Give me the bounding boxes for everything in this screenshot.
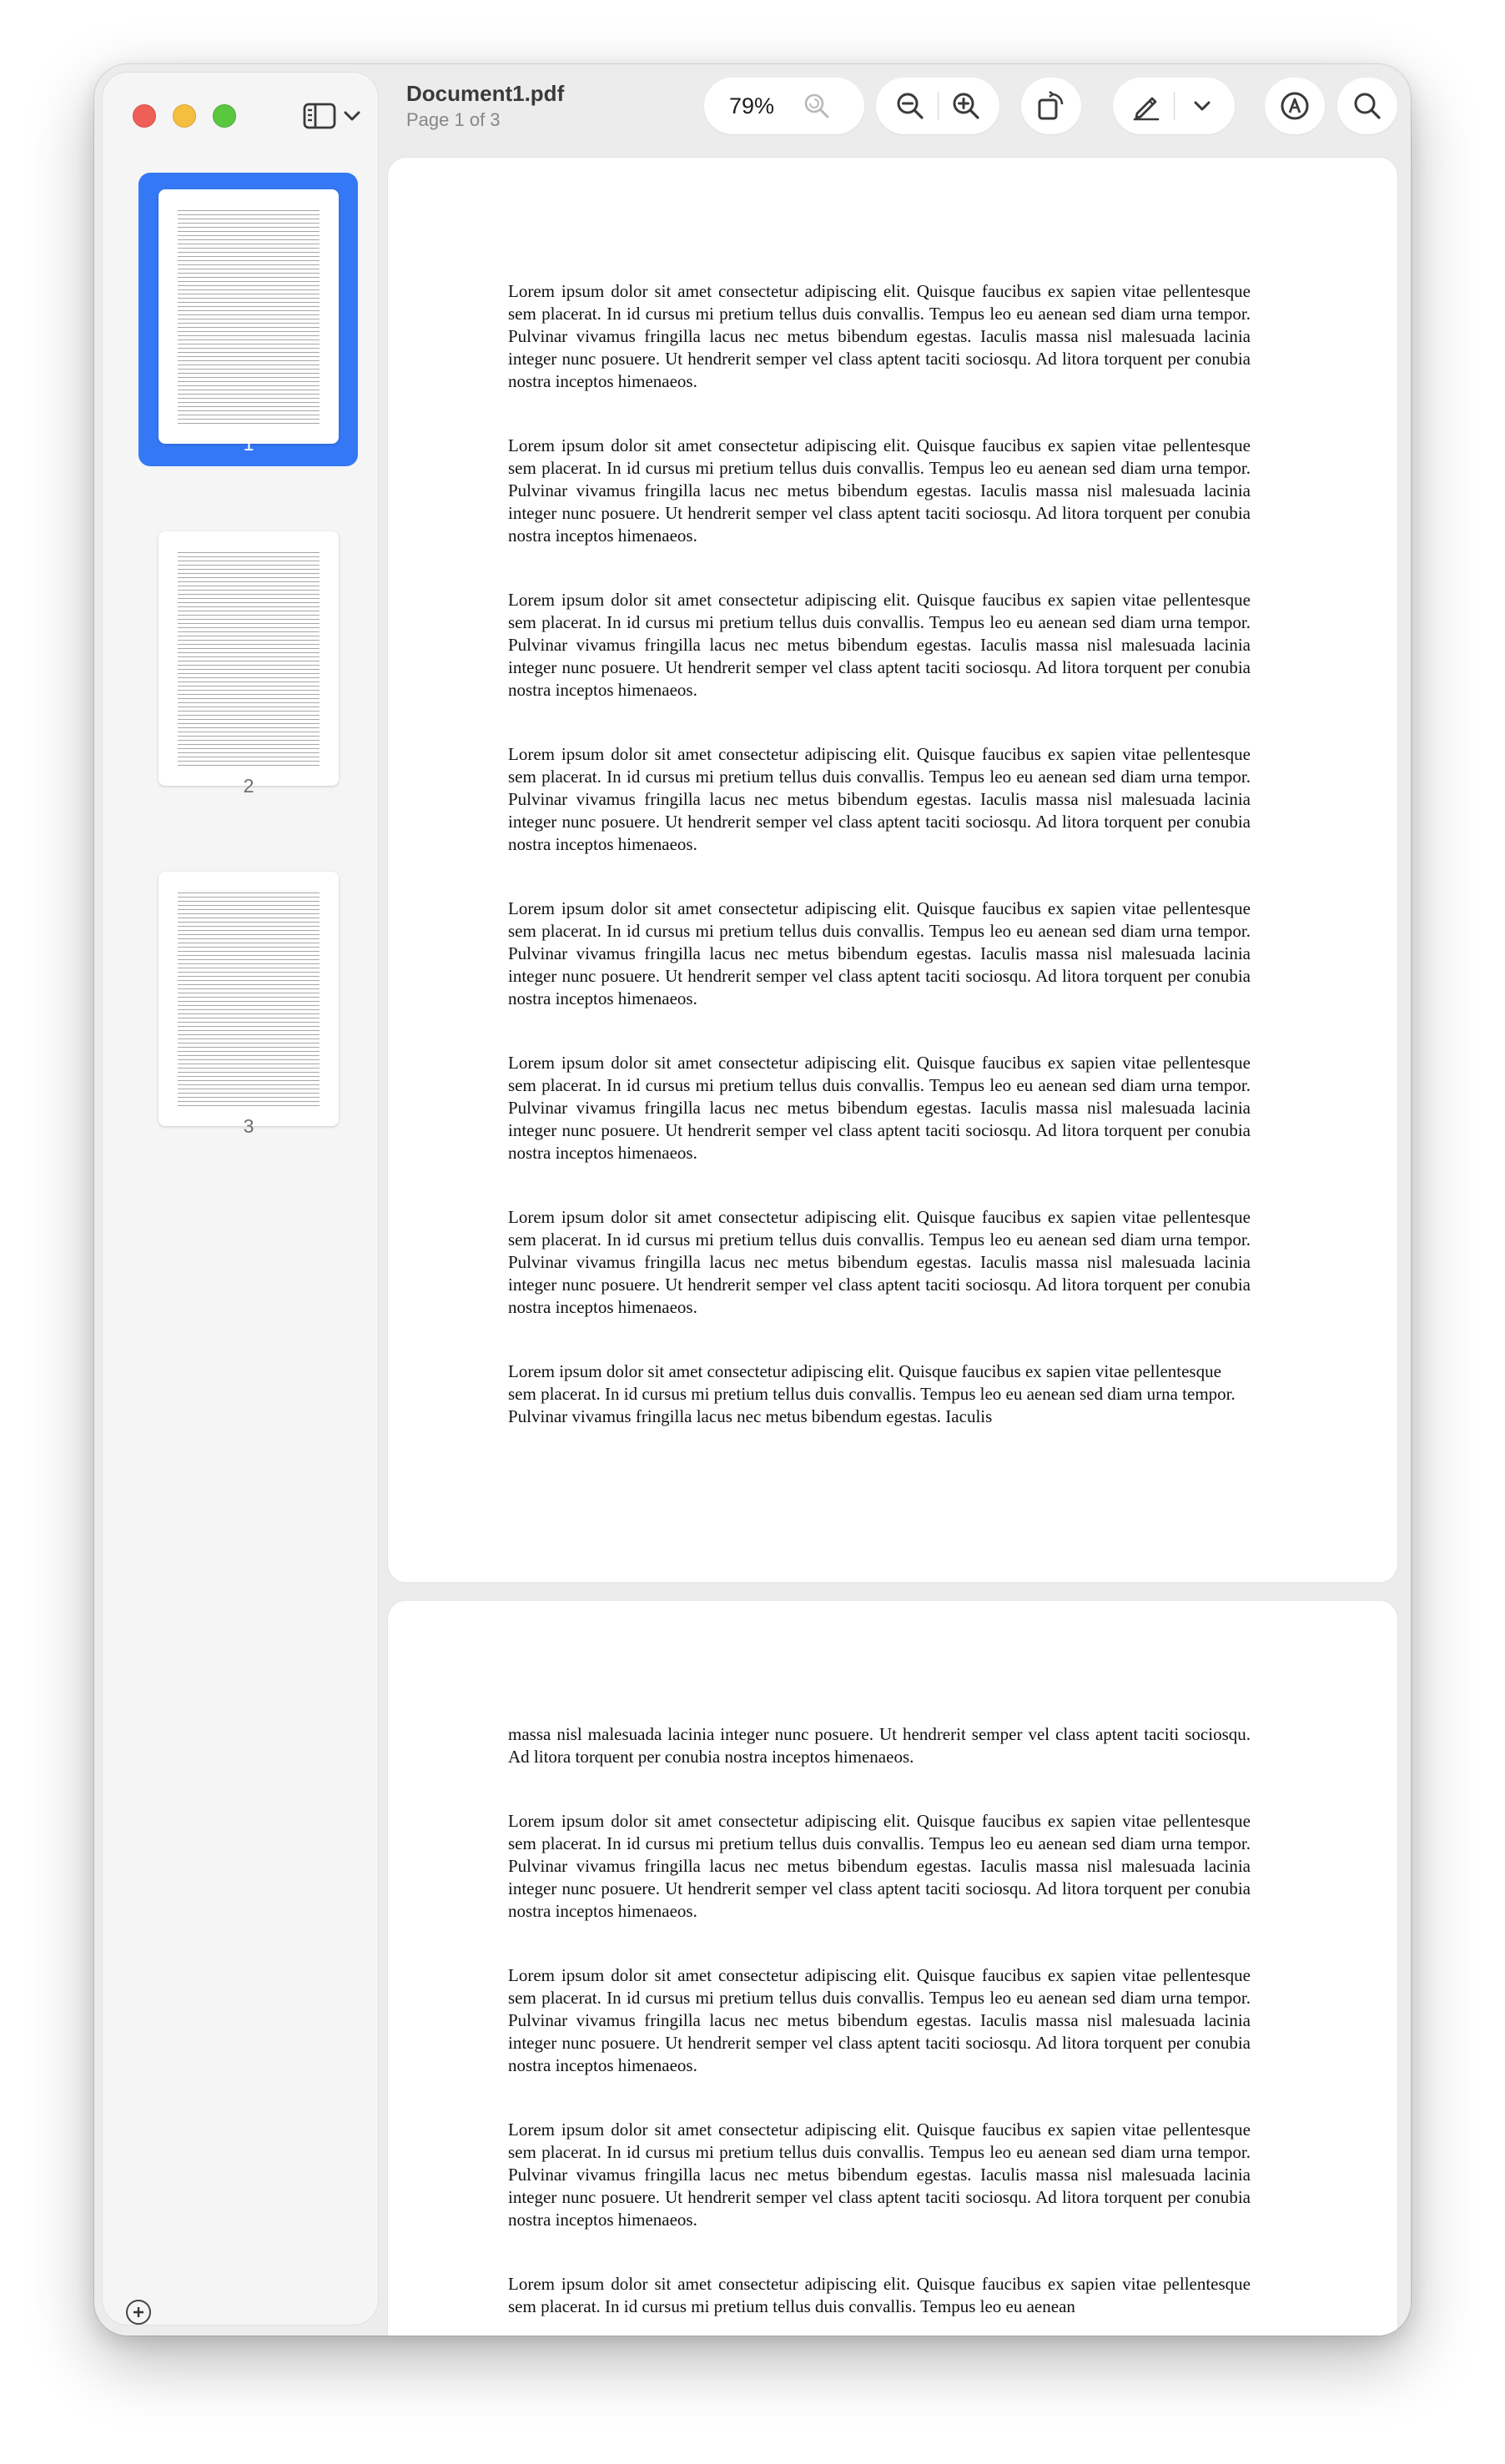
rotate-button[interactable]	[1021, 78, 1081, 134]
zoom-out-button[interactable]	[889, 85, 931, 127]
thumbnail-text-preview	[178, 893, 320, 1109]
chevron-down-icon	[1193, 100, 1211, 112]
markup-pen-icon	[1130, 90, 1162, 122]
preview-window	[94, 64, 1411, 2336]
zoom-in-icon	[951, 91, 981, 121]
thumbnail-label-2: 2	[243, 775, 254, 797]
paragraph: Lorem ipsum dolor sit amet consectetur adipiscing elit. Quisque faucibus ex sapien vitae pellentesque sem placerat. In id cursus mi pretium tellus duis convallis. Tempus leo eu aenean sed diam urna tempor. Pulvinar vivamus fringilla lacus nec metus bibendum egestas. Iaculis massa nisl malesuada lacinia integer nunc posuere. Ut hendrerit semper vel class aptent taciti sociosqu. Ad litora torquent per conubia nostra inceptos himenaeos.	[508, 590, 1251, 700]
search-button[interactable]	[1337, 78, 1397, 134]
page-thumbnail-1[interactable]	[159, 189, 339, 444]
page-indicator: Page 1 of 3	[406, 109, 501, 130]
paragraph: massa nisl malesuada lacinia integer nunc posuere. Ut hendrerit semper vel class aptent taciti sociosqu. Ad litora torquent per conubia nostra inceptos himenaeos.	[508, 1724, 1251, 1767]
thumbnail-label-3: 3	[243, 1115, 254, 1137]
zoom-reset-icon[interactable]	[803, 92, 831, 120]
markup-group	[1113, 78, 1235, 134]
annotate-icon	[1279, 90, 1311, 122]
paragraph: Lorem ipsum dolor sit amet consectetur adipiscing elit. Quisque faucibus ex sapien vitae pellentesque sem placerat. In id cursus mi pretium tellus duis convallis. Tempus leo eu aenean sed diam urna tempor. Pulvinar vivamus fringilla lacus nec metus bibendum egestas. Iaculis massa nisl malesuada lacinia integer nunc posuere. Ut hendrerit semper vel class aptent taciti sociosqu. Ad litora torquent per conubia nostra inceptos himenaeos.	[508, 898, 1251, 1008]
thumbnail-label-1: 1	[243, 433, 254, 455]
paragraph: Lorem ipsum dolor sit amet consectetur adipiscing elit. Quisque faucibus ex sapien vitae pellentesque sem placerat. In id cursus mi pretium tellus duis convallis. Tempus leo eu aenean sed diam urna tempor. Pulvinar vivamus fringilla lacus nec metus bibendum egestas. Iaculis massa nisl malesuada lacinia integer nunc posuere. Ut hendrerit semper vel class aptent taciti sociosqu. Ad litora torquent per conubia nostra inceptos himenaeos.	[508, 1965, 1251, 2075]
add-page-icon	[132, 2306, 145, 2319]
paragraph: Lorem ipsum dolor sit amet consectetur adipiscing elit. Quisque faucibus ex sapien vitae pellentesque sem placerat. In id cursus mi pretium tellus duis convallis. Tempus leo eu aenean sed diam urna tempor. Pulvinar vivamus fringilla lacus nec metus bibendum egestas. Iaculis massa nisl malesuada lacinia integer nunc posuere. Ut hendrerit semper vel class aptent taciti sociosqu. Ad litora torquent per conubia nostra inceptos himenaeos.	[508, 1811, 1251, 1921]
page-thumbnail-3[interactable]	[159, 872, 339, 1126]
paragraph: Lorem ipsum dolor sit amet consectetur adipiscing elit. Quisque faucibus ex sapien vitae pellentesque sem placerat. In id cursus mi pretium tellus duis convallis. Tempus leo eu aenean sed diam urna tempor. Pulvinar vivamus fringilla lacus nec metus bibendum egestas. Iaculis massa nisl malesuada lacinia integer nunc posuere. Ut hendrerit semper vel class aptent taciti sociosqu. Ad litora torquent per conubia nostra inceptos himenaeos.	[508, 744, 1251, 854]
page-text	[508, 1723, 1251, 2336]
add-page-button[interactable]	[126, 2300, 151, 2325]
rotate-icon	[1035, 90, 1067, 122]
sidebar-toggle-button[interactable]	[303, 99, 368, 133]
close-window-button[interactable]	[133, 104, 156, 128]
search-icon	[1352, 91, 1382, 121]
paragraph: Lorem ipsum dolor sit amet consectetur adipiscing elit. Quisque faucibus ex sapien vitae pellentesque sem placerat. In id cursus mi pretium tellus duis convallis. Tempus leo eu aenean	[508, 2274, 1251, 2316]
thumbnail-sidebar	[103, 73, 378, 2325]
pdf-page-1[interactable]	[388, 158, 1397, 1582]
annotate-button[interactable]	[1265, 78, 1325, 134]
zoom-control[interactable]	[704, 78, 864, 134]
document-title[interactable]: Document1.pdf	[406, 81, 565, 106]
toolbar-divider	[938, 92, 939, 120]
zoom-value[interactable]: 79%	[728, 93, 775, 118]
zoom-in-button[interactable]	[945, 85, 987, 127]
paragraph: Lorem ipsum dolor sit amet consectetur adipiscing elit. Quisque faucibus ex sapien vitae pellentesque sem placerat. In id cursus mi pretium tellus duis convallis. Tempus leo eu aenean sed diam urna tempor. Pulvinar vivamus fringilla lacus nec metus bibendum egestas. Iaculis massa nisl malesuada lacinia integer nunc posuere. Ut hendrerit semper vel class aptent taciti sociosqu. Ad litora torquent per conubia nostra inceptos himenaeos.	[508, 281, 1251, 391]
paragraph: Lorem ipsum dolor sit amet consectetur adipiscing elit. Quisque faucibus ex sapien vitae pellentesque sem placerat. In id cursus mi pretium tellus duis convallis. Tempus leo eu aenean sed diam urna tempor. Pulvinar vivamus fringilla lacus nec metus bibendum egestas. Iaculis	[508, 1361, 1236, 1426]
zoom-out-icon	[895, 91, 925, 121]
markup-options-button[interactable]	[1181, 85, 1223, 127]
thumbnail-text-preview	[178, 552, 320, 769]
zoom-buttons-group	[876, 78, 999, 134]
chevron-down-icon	[343, 110, 361, 122]
page-text	[508, 280, 1251, 1470]
paragraph: Lorem ipsum dolor sit amet consectetur adipiscing elit. Quisque faucibus ex sapien vitae pellentesque sem placerat. In id cursus mi pretium tellus duis convallis. Tempus leo eu aenean sed diam urna tempor. Pulvinar vivamus fringilla lacus nec metus bibendum egestas. Iaculis massa nisl malesuada lacinia integer nunc posuere. Ut hendrerit semper vel class aptent taciti sociosqu. Ad litora torquent per conubia nostra inceptos himenaeos.	[508, 2120, 1251, 2230]
paragraph: Lorem ipsum dolor sit amet consectetur adipiscing elit. Quisque faucibus ex sapien vitae pellentesque sem placerat. In id cursus mi pretium tellus duis convallis. Tempus leo eu aenean sed diam urna tempor. Pulvinar vivamus fringilla lacus nec metus bibendum egestas. Iaculis massa nisl malesuada lacinia integer nunc posuere. Ut hendrerit semper vel class aptent taciti sociosqu. Ad litora torquent per conubia nostra inceptos himenaeos.	[508, 1207, 1251, 1317]
fullscreen-window-button[interactable]	[213, 104, 236, 128]
pdf-page-2[interactable]	[388, 1601, 1397, 2336]
toolbar-divider	[1174, 92, 1175, 120]
page-thumbnail-2[interactable]	[159, 531, 339, 786]
paragraph: Lorem ipsum dolor sit amet consectetur adipiscing elit. Quisque faucibus ex sapien vitae pellentesque sem placerat. In id cursus mi pretium tellus duis convallis. Tempus leo eu aenean sed diam urna tempor. Pulvinar vivamus fringilla lacus nec metus bibendum egestas. Iaculis massa nisl malesuada lacinia integer nunc posuere. Ut hendrerit semper vel class aptent taciti sociosqu. Ad litora torquent per conubia nostra inceptos himenaeos.	[508, 1053, 1251, 1163]
thumbnail-text-preview	[178, 210, 320, 427]
minimize-window-button[interactable]	[173, 104, 196, 128]
markup-button[interactable]	[1125, 85, 1167, 127]
sidebar-toggle-icon	[303, 102, 336, 130]
paragraph: Lorem ipsum dolor sit amet consectetur adipiscing elit. Quisque faucibus ex sapien vitae pellentesque sem placerat. In id cursus mi pretium tellus duis convallis. Tempus leo eu aenean sed diam urna tempor. Pulvinar vivamus fringilla lacus nec metus bibendum egestas. Iaculis massa nisl malesuada lacinia integer nunc posuere. Ut hendrerit semper vel class aptent taciti sociosqu. Ad litora torquent per conubia nostra inceptos himenaeos.	[508, 435, 1251, 546]
